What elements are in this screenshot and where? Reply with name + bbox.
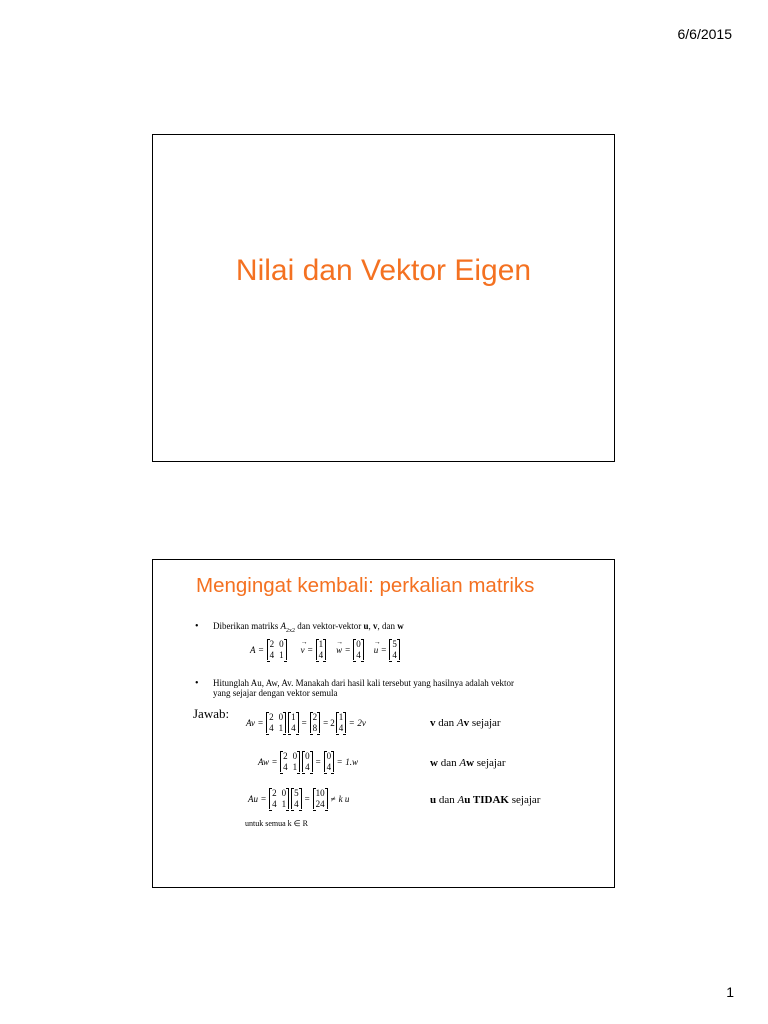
- slide-title: Nilai dan Vektor Eigen: [235, 254, 532, 287]
- lhs-Av: Av: [246, 717, 255, 728]
- conclusion-u: u dan Au TIDAK sejajar: [430, 794, 541, 806]
- text-middle: dan vektor-vektor: [294, 621, 364, 631]
- vector-v: 1 4: [316, 639, 327, 660]
- vector-w: 0 4: [302, 751, 313, 772]
- bullet-marker: •: [195, 678, 199, 689]
- footnote-for-all-k: untuk semua k ∈ R: [245, 819, 308, 828]
- bullet-text-given: [213, 621, 404, 636]
- equation-Aw: Aw = 2 0 4 1 0 4 = 0 4 = 1.w: [258, 751, 359, 772]
- vector-u: 5 4: [291, 788, 302, 809]
- product-Aw: 0 4: [324, 751, 335, 772]
- question-line-2: yang sejajar dengan vektor semula: [213, 688, 338, 698]
- question-line-1: Hitunglah Au, Aw, Av. Manakah dari hasil kali tersebut yang hasilnya adalah vektor: [213, 678, 515, 688]
- slide-heading: Mengingat kembali: perkalian matriks: [196, 574, 535, 597]
- definition-row: A = 2 0 4 1 v → = 1 4 w → = 0 4 u → = 5 4: [249, 639, 401, 660]
- vector-w-label: w →: [336, 645, 342, 655]
- product-Au: 10 24: [313, 788, 328, 809]
- vector-w: w: [397, 621, 404, 631]
- text-prefix: Diberikan matriks: [213, 621, 281, 631]
- matrix-A: 2 0 4 1: [266, 712, 286, 733]
- vector-v: v: [373, 621, 378, 631]
- vector-v: 1 4: [288, 712, 299, 733]
- sep: , dan: [377, 621, 398, 631]
- vector-u: u: [363, 621, 369, 631]
- vector-w: 0 4: [353, 639, 364, 660]
- matrix-symbol: A: [280, 621, 286, 631]
- not-equal-sign: ≠: [330, 793, 336, 804]
- lhs-Au: Au: [248, 793, 258, 804]
- answer-label: Jawab:: [193, 706, 230, 721]
- matrix-A-label: A: [250, 644, 256, 655]
- vector-u: 5 4: [389, 639, 400, 660]
- conclusion-w: w dan Aw sejajar: [430, 757, 506, 769]
- matrix-A: 2 0 4 1: [267, 639, 287, 660]
- slide-title-card: [152, 134, 615, 462]
- matrix-A: 2 0 4 1: [280, 751, 300, 772]
- result-2v: 2v: [357, 717, 366, 728]
- matrix-A: 2 0 4 1: [269, 788, 289, 809]
- bullet-marker: •: [195, 621, 199, 632]
- sep: ,: [368, 621, 374, 631]
- vector-v-label: v →: [301, 645, 305, 655]
- header-date: 6/6/2015: [677, 26, 732, 42]
- lhs-Aw: Aw: [258, 756, 270, 767]
- conclusion-v: v dan Av sejajar: [430, 717, 501, 729]
- page-number: 1: [726, 984, 734, 1000]
- vector-u-label: u →: [374, 645, 379, 655]
- equation-Au: Au = 2 0 4 1 5 4 = 10 24 ≠ k u: [248, 788, 350, 809]
- slide-matrix-multiplication: [152, 559, 615, 888]
- vector-v: 1 4: [336, 712, 347, 733]
- result-ku: k u: [338, 793, 350, 804]
- scalar-factor: 2: [330, 717, 335, 728]
- bullet-text-question: [213, 678, 514, 698]
- equation-Av: Av = 2 0 4 1 1 4 = 2 8 = 2 1 4 = 2v: [246, 712, 366, 733]
- product-Av: 2 8: [310, 712, 321, 733]
- result-1w: 1.w: [345, 756, 359, 767]
- equals-sign: =: [258, 644, 264, 655]
- matrix-subscript: 2x2: [285, 627, 295, 634]
